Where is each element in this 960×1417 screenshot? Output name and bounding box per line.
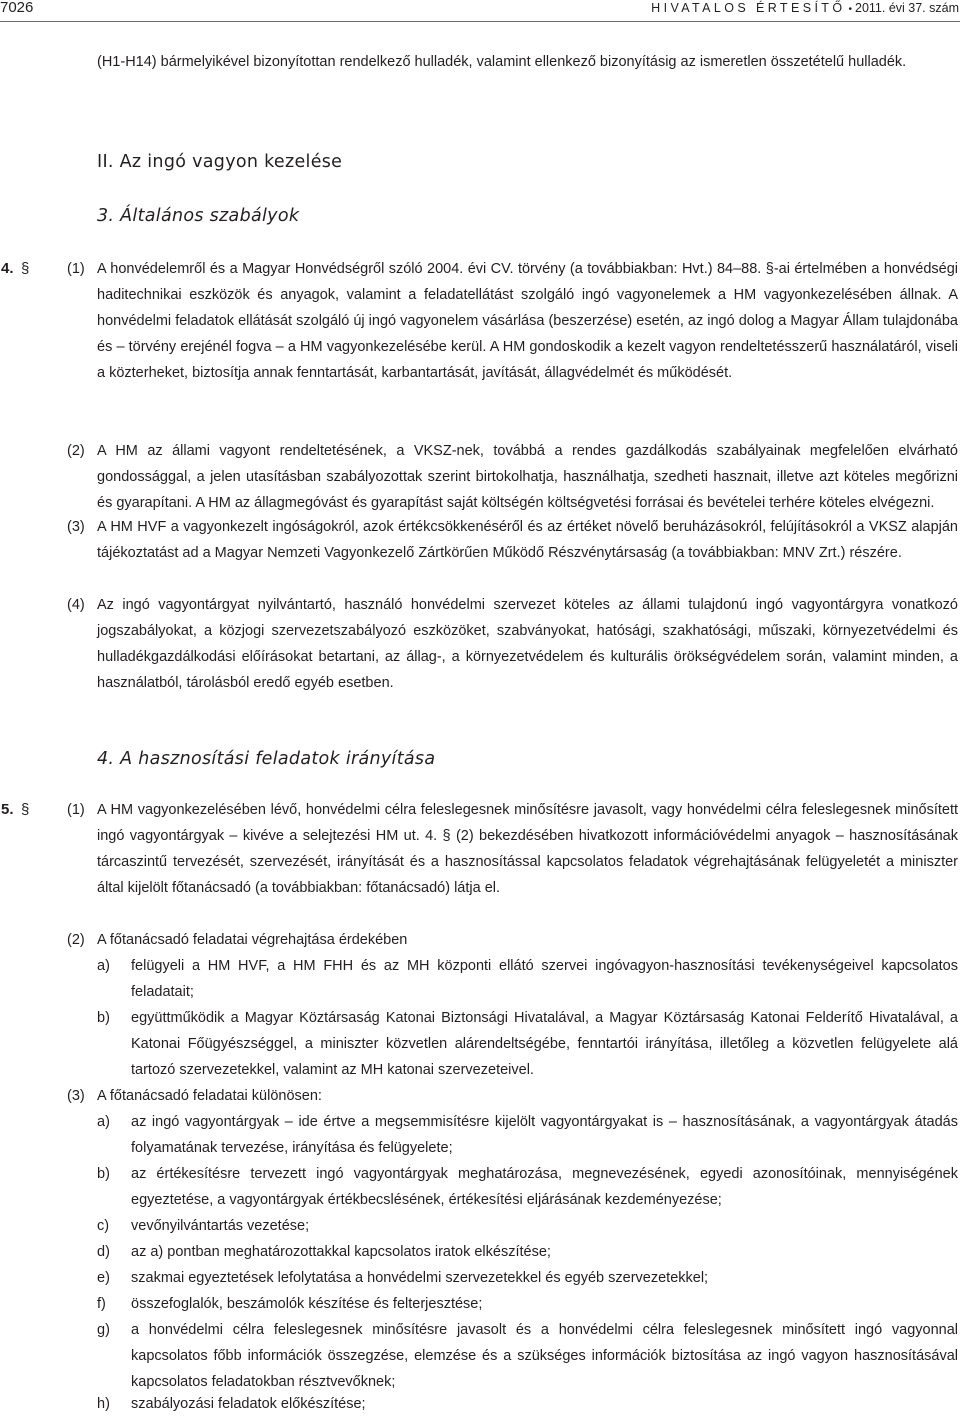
section-sign: § [21,260,30,277]
item-text: vevőnyilvántartás vezetése; [131,1218,310,1234]
part-heading: II. Az ingó vagyon kezelése [97,152,343,172]
item-label: b) [97,1010,110,1026]
page-number: 7026 [0,0,34,16]
item-text: összefoglalók, beszámolók készítése és felterjesztése; [131,1296,483,1312]
paragraph-text: A HM vagyonkezelésében lévő, honvédelmi célra feleslegesnek minősítésre javasolt, vagy honvédelmi célra feleslegesnek minősített ingó vagyontárgyak – kivéve a selejtezési HM ut. 4. § (2) bekezdésében hivatkozott információvédelmi anyagok – hasznosításának tárcaszintű tervezését, szervezését, irányítását és a hasznosítással kapcsolatos feladatok végrehajtásának felügyeletét a miniszter által kijelölt főtanácsadó (a továbbiakban: főtanácsadó) látja el. [97,802,958,896]
item-label: a) [97,1114,110,1130]
item-text: az ingó vagyontárgyak – ide értve a megsemmisítésre kijelölt vagyontárgyakat is – hasznosításának, a vagyontárgyak átadás folyamatának tervezése, irányítása és felügyelete; [131,1114,958,1156]
item-label: a) [97,958,110,974]
publication-title: HIVATALOS ÉRTESÍTŐ [651,1,846,15]
paragraph-label: (1) [67,261,85,277]
item-text: szakmai egyeztetések lefolytatása a honvédelmi szervezetekkel és egyéb szervezetekkel; [131,1270,709,1286]
section-sign: § [21,801,30,818]
paragraph-label: (2) [67,443,85,459]
paragraph-text: A HM az állami vagyont rendeltetésének, a VKSZ-nek, továbbá a rendes gazdálkodás szabályainak megfelelően elvárható gondossággal, a jelen utasításban szabályozottak szerint birtokolhatja, használhatja, szedheti hasznait, illetve azt köteles megőrizni és gyarapítani. A HM az állagmegóvást és gyarapítást saját költségén költségvetési forrásai és bevételei terhére köteles elvégezni. [97,443,958,511]
paragraph-text: A HM HVF a vagyonkezelt ingóságokról, azok értékcsökkenéséről és az értéket növelő beruházásokról, felújításokról a VKSZ alapján tájékoztatást ad a Magyar Nemzeti Vagyonkezelő Zártkörűen Működő Részvénytársaság (a továbbiakban: MNV Zrt.) részére. [97,519,958,561]
item-label: b) [97,1166,110,1182]
item-text: szabályozási feladatok előkészítése; [131,1396,366,1412]
item-label: e) [97,1270,110,1286]
item-label: d) [97,1244,110,1260]
paragraph-label: (2) [67,932,85,948]
item-text: az a) pontban meghatározottakkal kapcsolatos iratok elkészítése; [131,1244,551,1260]
running-header [651,0,959,18]
item-label: c) [97,1218,110,1234]
item-label: h) [97,1396,110,1412]
item-text: felügyeli a HM HVF, a HM FHH és az MH központi ellátó szervei ingóvagyon-hasznosítási tevékenységeivel kapcsolatos feladatait; [131,958,958,1000]
paragraph-label: (3) [67,1088,85,1104]
chapter-heading: 3. Általános szabályok [97,206,300,226]
item-text: az értékesítésre tervezett ingó vagyontárgyak meghatározása, megnevezésének, egyedi azonosítóinak, mennyiségének egyeztetése, a vagyontárgyak értékbecslésének, értékesítési eljárásának kezdeményezése; [131,1166,958,1208]
item-text: együttműködik a Magyar Köztársaság Katonai Biztonsági Hivatalával, a Magyar Köztársaság Katonai Felderítő Hivatalával, a Katonai Főügyészséggel, a miniszter közvetlen alárendeltségébe, fenntartói irányítása, illetőleg a közvetlen felügyelete alá tartozó szervezetekkel, valamint az MH katonai szervezeteivel. [131,1010,958,1078]
section-number: 5. [1,801,14,818]
chapter-heading: 4. A hasznosítási feladatok irányítása [97,749,436,769]
issue-number: 2011. évi 37. szám [855,1,959,15]
paragraph-text: A főtanácsadó feladatai végrehajtása érdekében [97,932,408,948]
separator-dot: • [848,4,852,15]
header-rule [0,21,960,22]
item-label: g) [97,1322,110,1338]
paragraph-text: A főtanácsadó feladatai különösen: [97,1088,322,1104]
item-text: a honvédelmi célra feleslegesnek minősítésre javasolt és a honvédelmi célra feleslegesnek minősített ingó vagyonnal kapcsolatos főbb információk összegzése, elemzése és a szükséges információk biztosítása az ingó vagyon hasznosításával kapcsolatos feladatokban résztvevőknek; [131,1322,958,1390]
paragraph-label: (1) [67,802,85,818]
intro-paragraph: (H1-H14) bármelyikével bizonyítottan rendelkező hulladék, valamint ellenkező bizonyításig az ismeretlen összetételű hulladék. [97,54,907,70]
paragraph-label: (4) [67,597,85,613]
section-number: 4. [1,260,14,277]
paragraph-label: (3) [67,519,85,535]
paragraph-text: Az ingó vagyontárgyat nyilvántartó, használó honvédelmi szervezet köteles az állami tulajdonú ingó vagyontárgyra vonatkozó jogszabályokat, a közjogi szervezetszabályozó eszközöket, szabványokat, hatósági, szakhatósági, műszaki, környezetvédelmi és hulladékgazdálkodási előírásokat betartani, az állag-, a környezetvédelem és kulturális örökségvédelem során, valamint minden, a használatból, tárolásból eredő egyéb esetben. [97,597,958,691]
item-label: f) [97,1296,106,1312]
paragraph-text: A honvédelemről és a Magyar Honvédségről szóló 2004. évi CV. törvény (a továbbiakban: Hvt.) 84–88. §-ai értelmében a honvédségi haditechnikai eszközök és anyagok, valamint a feladatellátást szolgáló ingó vagyonelemek a HM vagyonkezelésében állnak. A honvédelmi feladatok ellátását szolgáló új ingó vagyonelem vásárlása (beszerzése) esetén, az ingó dolog a Magyar Állam tulajdonába és – törvény erejénél fogva – a HM vagyonkezelésébe kerül. A HM gondoskodik a kezelt vagyon rendeltetésszerű használatáról, viseli a közterheket, biztosítja annak fenntartását, karbantartását, javítását, állagvédelmét és működését. [97,261,958,381]
